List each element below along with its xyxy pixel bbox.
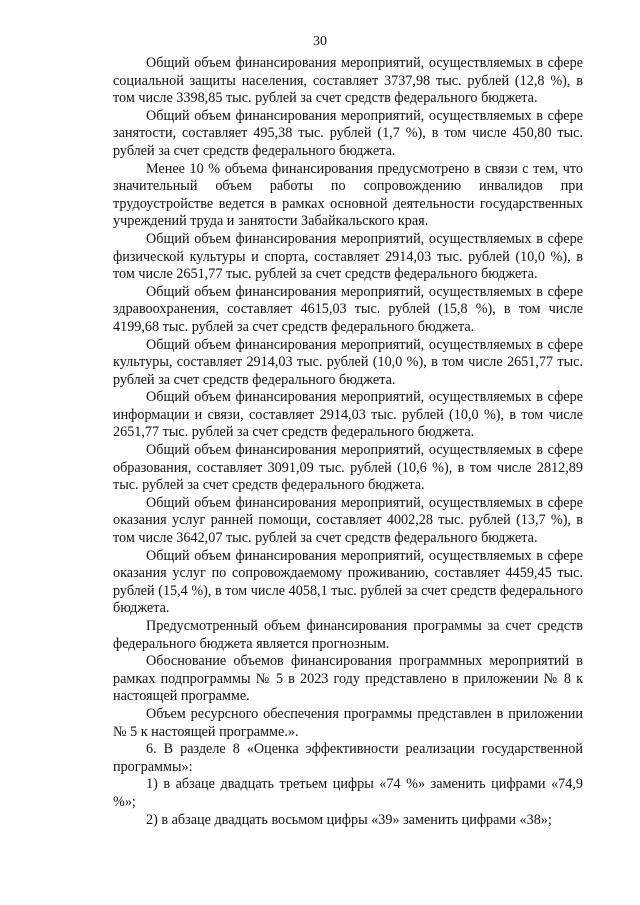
paragraph-healthcare: Общий объем финансирования мероприятий, осуществляемых в сфере здравоохранения, составляет 4615,03 тыс. рублей (15,8 %), в том числе 4199,68 тыс. рублей за счет средств федерального бюджета. <box>113 283 583 335</box>
paragraph-sports: Общий объем финансирования мероприятий, осуществляемых в сфере физической культуры и спорта, составляет 2914,03 тыс. рублей (10,0 %), в том числе 2651,77 тыс. рублей за счет средств федерального бюджета. <box>113 230 583 283</box>
paragraph-information: Общий объем финансирования мероприятий, осуществляемых в сфере информации и связи, составляет 2914,03 тыс. рублей (10,0 %), в том числе 2651,77 тыс. рублей за счет средств федерального бюджета. <box>113 389 583 441</box>
page-number: 30 <box>313 34 327 49</box>
paragraph-early-help: Общий объем финансирования мероприятий, осуществляемых в сфере оказания услуг ранней помощи, составляет 4002,28 тыс. рублей (13,7 %), в том числе 3642,07 тыс. рублей за счет средств федерального бюджета. <box>113 494 583 547</box>
document-body <box>113 55 583 829</box>
paragraph-subitem-1: 1) в абзаце двадцать третьем цифры «74 %» заменить цифрами «74,9 %»; <box>113 776 583 810</box>
paragraph-culture: Общий объем финансирования мероприятий, осуществляемых в сфере культуры, составляет 2914,03 тыс. рублей (10,0 %), в том числе 2651,77 тыс. рублей за счет средств федерального бюджета. <box>113 336 583 388</box>
paragraph-less-than-10-percent: Менее 10 % объема финансирования предусмотрено в связи с тем, что значительный объем работы по сопровождению инвалидов при трудоустройстве ведется в рамках основной деятельности государственных учреждений труда и занятости Забайкальского края. <box>113 160 583 230</box>
paragraph-forecast: Предусмотренный объем финансирования программы за счет средств федерального бюджета является прогнозным. <box>113 618 583 652</box>
paragraph-social-protection: Общий объем финансирования мероприятий, осуществляемых в сфере социальной защиты населения, составляет 3737,98 тыс. рублей (12,8 %), в том числе 3398,85 тыс. рублей за счет средств федерального бюджета. <box>113 55 583 107</box>
paragraph-supported-living: Общий объем финансирования мероприятий, осуществляемых в сфере оказания услуг по сопровождаемому проживанию, составляет 4459,45 тыс. рублей (15,4 %), в том числе 4058,1 тыс. рублей за счет средств федерального бюджета. <box>113 547 583 617</box>
paragraph-resource-support: Объем ресурсного обеспечения программы представлен в приложении № 5 к настоящей программе.». <box>113 705 583 740</box>
paragraph-item-6: 6. В разделе 8 «Оценка эффективности реализации государственной программы»: <box>113 741 583 775</box>
paragraph-subitem-2: 2) в абзаце двадцать восьмом цифры «39» заменить цифрами «38»; <box>146 811 552 828</box>
paragraph-education: Общий объем финансирования мероприятий, осуществляемых в сфере образования, составляет 3091,09 тыс. рублей (10,6 %), в том числе 2812,89 тыс. рублей за счет средств федерального бюджета. <box>113 442 583 494</box>
paragraph-justification: Обоснование объемов финансирования программных мероприятий в рамках подпрограммы № 5 в 2023 году представлено в приложении № 8 к настоящей программе. <box>113 653 583 705</box>
paragraph-employment: Общий объем финансирования мероприятий, осуществляемых в сфере занятости, составляет 495,38 тыс. рублей (1,7 %), в том числе 450,80 тыс. рублей за счет средств федерального бюджета. <box>113 107 583 159</box>
